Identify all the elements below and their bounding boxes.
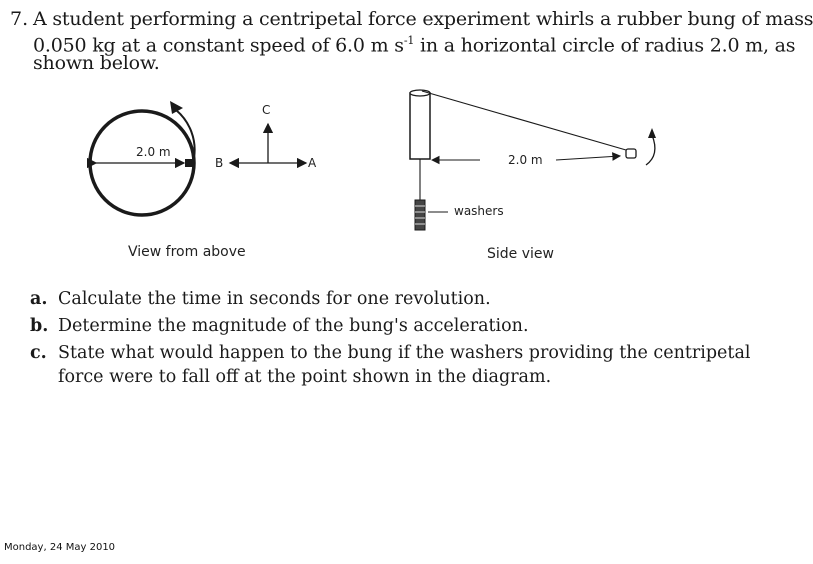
part-b-text: Determine the magnitude of the bung's acceleration. (58, 316, 529, 336)
side-motion-arrowhead (648, 128, 656, 138)
question-number: 7. (10, 8, 29, 30)
bung (626, 149, 636, 158)
tube (410, 93, 430, 159)
part-c-continuation: force were to fall off at the point shown in the diagram. (58, 367, 552, 387)
washers-stack (415, 200, 425, 230)
part-c-text: State what would happen to the bung if the washers providing the centripetal (58, 343, 751, 363)
washers-label: washers (454, 204, 504, 218)
side-radius-right (556, 156, 620, 160)
side-radius-label: 2.0 m (508, 153, 543, 167)
point-a-label: A (308, 156, 317, 170)
bung-marker (185, 159, 193, 167)
part-a-text: Calculate the time in seconds for one revolution. (58, 289, 491, 309)
date-footer: Monday, 24 May 2010 (4, 542, 116, 553)
top-radius-label: 2.0 m (136, 145, 171, 159)
unit-superscript: -1 (403, 34, 415, 47)
part-a-letter: a. (30, 289, 48, 309)
question-line-2-tail: in a horizontal circle of radius 2.0 m, as (414, 34, 796, 57)
question-line-2-text: 0.050 kg at a constant speed of 6.0 m s (33, 34, 404, 57)
motion-arrowhead (170, 101, 183, 114)
part-c-letter: c. (30, 343, 47, 363)
question-line-3: shown below. (33, 52, 160, 74)
string (422, 91, 626, 150)
part-c (30, 342, 750, 364)
side-motion-arc (646, 135, 655, 165)
point-c-label: C (262, 103, 271, 117)
part-a (30, 288, 491, 310)
point-b-label: B (215, 156, 224, 170)
question-line-1: A student performing a centripetal force experiment whirls a rubber bung of mass (33, 8, 813, 30)
part-b-letter: b. (30, 316, 49, 336)
part-b (30, 315, 529, 337)
top-view-caption: View from above (128, 244, 246, 260)
side-view-caption: Side view (487, 246, 554, 262)
